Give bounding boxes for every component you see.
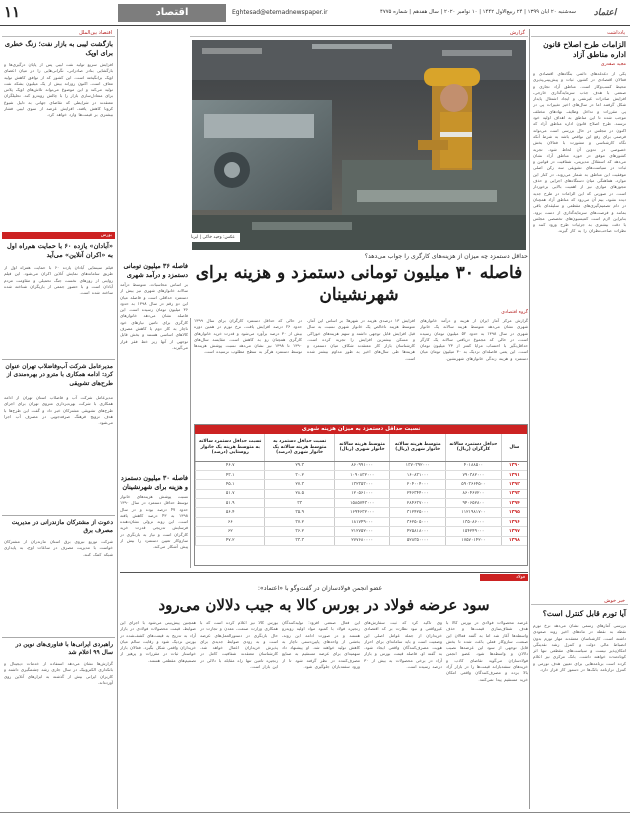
table-row <box>196 499 528 508</box>
table-row <box>196 517 528 526</box>
table-grid <box>195 434 527 546</box>
table-cell: ۱۱۲۱۹۸۱۷۰۰ <box>446 508 502 517</box>
bottom-body-col4: بورس کالا نیز اعلام کرده است که با همکاری وزارت صنعت، معدن و تجارت در حال بازنگری در دستورالعمل‌های عرضه است و به زودی ضوابط جدیدی برای پذیرش خریداران اعمال خواهد شد. کارشناسان معتقدند شفافیت کامل در زنجیره تامین تنها راه مقابله با دلالی در این بازار است. <box>200 620 278 670</box>
table-cell: ۵۲۸۳۵۰۰۰۰ <box>390 536 446 545</box>
table-header-urban-cost: متوسط هزینه سالانه خانوار شهری (ریال) <box>390 434 446 461</box>
left-headline-2: «آبادان» یازده ۶۰ با حمایت هم‌راه اول به «اکران آنلاین» می‌آید <box>6 242 113 259</box>
table-cell: ۹۴۰۶۵۲۸۰۰ <box>446 499 502 508</box>
table-cell: ۴۲۵۸۱۸۰۰۰ <box>390 527 446 536</box>
table-header-year: سال <box>501 434 527 461</box>
column-divider <box>117 29 118 809</box>
right-kicker: یادداشت <box>531 29 628 37</box>
table-cell: ۳۶۲۵۰۵۰۰۰ <box>390 517 446 526</box>
left-body-3: مدیرعامل شرکت آب و فاضلاب استان تهران از ادامه همکاری با شرکت بهره‌برداری متروی تهران برای اجرای طرح‌های تشویقی مشترکان خبر داد و گفت این طرح‌ها با هدف ترویج فرهنگ صرفه‌جویی در مصرف آب اجرا می‌شود. <box>4 395 113 426</box>
table-cell: ۲۰۴۰۰۴۰۰۰ <box>390 480 446 489</box>
section-rule <box>120 572 528 573</box>
table-cell: ۲۸۴۶۳۷۰۰۰ <box>390 499 446 508</box>
table-cell-year: ۱۳۹۲ <box>501 480 527 489</box>
left-rule <box>2 515 115 516</box>
table-cell: ۷۹۰۳۸۲۰۰۰ <box>446 470 502 479</box>
table-cell: ۴۵.۱ <box>196 480 265 489</box>
table-cell: ۲۹.۳ <box>265 461 334 470</box>
right-headline-2: آیا تورم قابل کنترل است؟ <box>542 609 626 618</box>
bottom-body-col5: همچنین پیش‌بینی می‌شود با اجرای این ضوابط، قیمت محصولات فولادی در بازار آزاد به تدریج به قیمت‌های کشف‌شده در بورس نزدیک شود و رقابت سالم میان خریداران واقعی شکل بگیرد. فعالان بازار خواستار ثبات در مقررات و پرهیز از تصمیم‌های مقطعی هستند. <box>120 620 196 663</box>
table-row <box>196 527 528 536</box>
table-header-urban-ratio: نسبت حداقل دستمزد به متوسط هزینه سالانه یک خانوار شهری (درصد) <box>265 434 334 461</box>
article-body-col2: افزایش ۱۳ درصدی هزینه در شهرها: بر اساس این آمار، متوسط هزینه ناخالص یک خانوار شهری نسبت به سال قبل افزایش قابل توجهی داشته و سهم هزینه‌های خوراکی و مسکن بیشترین افزایش را تجربه کرده است. کارشناسان بازار کار معتقدند شکاف میان دستمزد و هزینه‌ها طی سال‌های اخیر به طور مداوم بیشتر شده است. <box>307 318 415 361</box>
sub-headline-e: فاصله ۳۰ میلیون دستمزد و هزینه برای شهرنشینان <box>120 474 188 491</box>
article-body-col4: بر اساس محاسبات، متوسط درآمد سالانه خانوارهای شهری نیز بیش از دستمزد حداقلی است و فاصله میان این دو رقم در سال ۱۳۹۸ به حدود ۳۶ میلیون تومان رسیده است. این فاصله نشان می‌دهد خانوارهای کارگری برای تامین نیازهای خود ناچار به کار دوم یا کاهش مصرف کالاهای اساسی هستند و بخش قابل توجهی از آنها زیر خط فقر قرار می‌گیرند. <box>120 282 188 350</box>
right-column <box>531 29 628 809</box>
table-cell: ۱۳۲۳۵۳۰۰۰ <box>334 480 390 489</box>
left-headline-5: راهبردی ایرانی‌ها با فناوری‌های نوین در سال ۹۹ اعلام شد <box>15 641 113 657</box>
column-divider <box>529 29 530 809</box>
table-cell: ۱۸۱۷۴۹۰۰۰ <box>334 517 390 526</box>
article-subtitle: حداقل دستمزد چه میزان از هزینه‌های کارگری را جواب می‌دهد؟ <box>364 253 528 260</box>
table-cell: ۳۵.۹ <box>265 508 334 517</box>
left-kicker: اقتصاد بین‌الملل <box>2 29 115 37</box>
table-cell: ۳۰.۲ <box>265 470 334 479</box>
page-footer <box>0 812 630 820</box>
article-body-col3: در حالی که حداقل دستمزد کارگران برای سال ۱۳۹۹ حدود ۲۶ درصد افزایش یافت، نرخ تورم در همین دوره بیش از ۳۰ درصد برآورد می‌شود و قدرت خرید خانوارهای کارگری همچنان رو به کاهش است. مقایسه سال‌های ۱۳۹۰ تا ۱۳۹۸ نیز نشان می‌دهد نسبت پوشش هزینه‌ها توسط دستمزد هرگز به سطح مطلوب نرسیده است. <box>194 318 302 355</box>
left-headline-1: بازگشت لیبی به بازار نفت؛ زنگ خطری برای اوپک <box>4 40 113 57</box>
page-header <box>0 0 630 26</box>
left-body-1: افزایش سریع تولید نفت لیبی پس از پایان درگیری‌ها و بازگشایی بنادر صادراتی، نگرانی‌هایی را در میان اعضای اوپک برانگیخته است. این کشور که از توافق کاهش تولید معاف است، اکنون روزانه بیش از یک میلیون بشکه نفت تولید می‌کند و این موضوع می‌تواند تلاش‌های اوپک پلاس برای متعادل‌سازی بازار را با چالش روبه‌رو کند. تحلیلگران معتقدند در شرایطی که تقاضای جهانی به دلیل شیوع کرونا کاهش یافته، افزایش عرضه از سوی لیبی فشار بیشتری بر قیمت‌ها وارد خواهد کرد. <box>4 62 113 118</box>
table-cell: ۳۳ <box>265 499 334 508</box>
newspaper-logo: اعتماد <box>593 8 617 18</box>
sub-headline-d: فاصله ۳۶ میلیون تومانی دستمزد و درآمد شهری <box>123 262 188 279</box>
left-body-5: گزارش‌ها نشان می‌دهد استفاده از خدمات دیجیتال و بانکداری الکترونیک در سال جاری رشد چشمگیری داشته و کاربران ایرانی بیش از گذشته به ابزارهای آنلاین روی آورده‌اند. <box>4 661 113 685</box>
bottom-body-col2: وی تاکید کرد که ثبت سفارش‌های غیرواقعی و نبود نظارت بر کد اقتصادی خریداران از جمله عوامل اصلی این وضعیت است و باید سامانه‌ای برای احراز هویت مصرف‌کنندگان واقعی ایجاد شود. به گفته او، فاصله قیمت بورس و بازار آزاد در برخی محصولات به بیش از ۳۰ درصد رسیده است. <box>364 620 442 670</box>
right-headline: الزامات طرح اصلاح قانون اداره مناطق آزاد <box>543 40 626 59</box>
table-cell-year: ۱۳۹۱ <box>501 470 527 479</box>
left-headline-4: دعوت از مشترکان مازندرانی در مدیریت مصرف برق <box>11 519 113 535</box>
table-cell-year: ۱۳۹۸ <box>501 536 527 545</box>
factory-worker-photo-art <box>192 40 526 250</box>
table-cell-year: ۱۳۹۶ <box>501 517 527 526</box>
table-cell-year: ۱۳۹۳ <box>501 489 527 498</box>
article-byline: گروه اقتصادی <box>501 310 528 315</box>
table-row <box>196 508 528 517</box>
table-cell: ۲۸.۵ <box>265 489 334 498</box>
table-cell: ۸۶۰۴۶۷۲۰۰ <box>446 489 502 498</box>
table-cell: ۵۱.۷ <box>196 489 265 498</box>
bottom-body-col3: این فعال صنعتی افزود: تولیدکنندگان زنجیره فولاد با کمبود مواد اولیه روبه‌رو هستند و در صورت ادامه این روند، بخشی از واحدهای پایین‌دستی ناچار به کاهش تولید خواهند شد. او پیشنهاد داد سهمیه‌ای برای عرضه مستقیم به صنایع مصرف‌کننده در نظر گرفته شود تا از ورود سفته‌بازان جلوگیری شود. <box>282 620 360 670</box>
table-cell: ۳۶.۲ <box>265 527 334 536</box>
table-cell: ۳۳.۳ <box>265 536 334 545</box>
column-divider <box>190 318 191 568</box>
bottom-body-col1: عرضه محصولات فولادی در بورس کالا با هدف شفاف‌سازی قیمت‌ها و حذف واسطه‌ها آغاز شد اما به گفته فعالان این صنعت، سازوکار فعلی باعث شده تا بخش قابل توجهی از سود این عرضه‌ها نصیب دلالان و واسطه‌ها شود. عضو انجمن فولادسازان می‌گوید تقاضای کاذب و خریدهای سفته‌بازانه قیمت‌ها را در بازار آزاد بالا برده و مصرف‌کنندگان واقعی امکان خرید مستقیم پیدا نمی‌کنند. <box>446 620 528 682</box>
left-rule <box>2 637 115 638</box>
table-cell: ۱۰۹۰۸۳۲۰۰۰ <box>334 470 390 479</box>
table-cell: ۲۷۷۶۸۰۰۰۰ <box>334 536 390 545</box>
section-email: Eghtesad@etemadnewspaper.ir <box>232 9 328 16</box>
table-cell: ۱۶۰۸۳۱۰۰۰ <box>390 470 446 479</box>
center-kicker: گزارش <box>190 29 528 37</box>
table-cell: ۶۶ <box>196 517 265 526</box>
bottom-headline: سود عرضه فولاد در بورس کالا به جیب دلالان می‌رود <box>158 596 490 614</box>
table-header-rural-cost: متوسط هزینه سالانه خانوار شهری (ریال) <box>334 434 390 461</box>
table-row <box>196 461 528 470</box>
table-cell-year: ۱۳۹۵ <box>501 508 527 517</box>
article-body-col5: نسبت پوشش هزینه‌های خانوار توسط حداقل دستمزد در سال ۱۳۹۰ حدود ۴۷ درصد بوده و در سال ۱۳۹۸ به ۴۳ درصد کاهش یافته است. این روند نزولی نشان‌دهنده فرسایش تدریجی قدرت خرید کارگران است و نیاز به بازنگری در سازوکار تعیین دستمزد را بیش از پیش آشکار می‌کند. <box>120 494 188 550</box>
table-cell: ۱۳۵۰۸۶۰۰۰ <box>446 517 502 526</box>
bottom-kicker: فولاد <box>480 574 528 581</box>
table-cell-year: ۱۳۹۰ <box>501 461 527 470</box>
section-label: اقتصاد <box>118 4 226 22</box>
table-cell: ۴۰۱۸۸۵۰۰ <box>446 461 502 470</box>
wage-cost-table <box>194 424 528 566</box>
article-headline: فاصله ۳۰ میلیون تومانی دستمزد و هزینه برای شهرنشینان <box>195 263 523 305</box>
table-cell: ۱۳۷۰۳۹۲۰۰۰ <box>390 461 446 470</box>
table-cell: ۱۶۹۴۶۳۲۰۰۰ <box>334 508 390 517</box>
table-row <box>196 470 528 479</box>
right-article-body-2: بررسی آمارهای رسمی نشان می‌دهد نرخ تورم نقطه به نقطه در ماه‌های اخیر روند صعودی داشته است. کارشناسان معتقدند مهار تورم بدون انضباط مالی دولت و کنترل رشد نقدینگی امکان‌پذیر نیست و سیاست‌های مقطعی تنها اثر کوتاه‌مدت خواهند داشت. بانک مرکزی نیز اعلام کرده است برنامه‌هایی برای تعیین هدف تورمی و کنترل ترازنامه بانک‌ها در دستور کار قرار دارد. <box>533 623 626 673</box>
bottom-subtitle: عضو انجمن فولادسازان در گفت‌وگو با «اعتماد»: <box>257 585 383 592</box>
table-row <box>196 480 528 489</box>
article-body-col1: گزارش مرکز آمار ایران از هزینه و درآمد خانوارهای شهری نشان می‌دهد متوسط هزینه سالانه یک خانوار شهری در سال ۱۳۹۸ به حدود ۵۲ میلیون تومان رسیده است، در حالی که مجموع دریافتی سالانه یک کارگر حداقل‌بگیر با احتساب مزایا کمتر از ۲۳ میلیون تومان است. این یعنی فاصله‌ای نزدیک به ۳۰ میلیون تومان میان دستمزد و هزینه زندگی خانوارهای شهرنشین. <box>420 318 528 361</box>
dateline: سه‌شنبه ۲۰ آبان ۱۳۹۹ | ۲۴ ربیع‌الاول ۱۴۴۲ | ۱۰ نوامبر ۲۰۲۰ | سال هفدهم | شماره ۴۷۷۵ <box>380 9 576 15</box>
left-label-2: بورس <box>2 232 115 239</box>
table-cell: ۲۱۲۷۵۲۰۰۰ <box>334 527 390 536</box>
right-article-body: یکی از دغدغه‌های دائمی بنگاه‌های اقتصادی و فعالان اقتصادی در کشور، ثبات و پیش‌بینی‌پذیری محیط کسب‌وکار است. مناطق آزاد تجاری و صنعتی با هدف جذب سرمایه‌گذاری خارجی، افزایش صادرات غیرنفتی و ایجاد اشتغال پایدار شکل گرفتند اما در سال‌های اخیر تغییرات پی در پی مقررات و تداخل وظایف نهادهای مختلف موجب شده تا این مناطق به اهداف اولیه خود نرسند. طرح اصلاح قانون اداره مناطق آزاد که اکنون در مجلس در حال بررسی است می‌تواند فرصتی برای رفع این نواقص باشد به شرط آنکه نگاه کارشناسی و مشورت با فعالان بخش خصوصی در تدوین آن لحاظ شود. تجربه کشورهای موفق در حوزه مناطق آزاد نشان می‌دهد که استقلال مدیریتی، شفافیت در قوانین و ثبات در سیاست‌های تشویقی سه رکن اصلی موفقیت این مناطق به شمار می‌روند. در کنار این موارد، هماهنگی میان دستگاه‌های اجرایی و حذف مجوزهای موازی نیز از اهمیت بالایی برخوردار است. در صورتی که این الزامات در طرح جدید دیده نشود، بیم آن می‌رود که مناطق آزاد همچنان در دام تصمیم‌گیری‌های مقطعی و سلیقه‌ای باقی بمانند و فرصت‌های سرمایه‌گذاری از دست برود. بنابراین لازم است کمیسیون‌های تخصصی مجلس با دقت بیشتری به جزئیات طرح ورود کنند و نظرات صاحب‌نظران را به کار گیرند. <box>533 71 626 234</box>
table-cell: ۵۱.۹ <box>196 499 265 508</box>
page-number: ۱۱ <box>4 3 21 21</box>
table-body <box>196 461 528 546</box>
right-author: مجید صفدری <box>600 62 626 67</box>
table-cell: ۱۵۴۲۴۹۰۰۰ <box>446 527 502 536</box>
left-column <box>2 29 115 809</box>
left-body-4: شرکت توزیع نیروی برق استان مازندران از مشترکان خواست با مدیریت مصرف در ساعات اوج، به پایداری شبکه کمک کنند. <box>4 539 113 557</box>
table-cell: ۲۷.۳ <box>265 480 334 489</box>
table-cell: ۳۱۲۴۲۵۰۰۰ <box>390 508 446 517</box>
table-row <box>196 536 528 545</box>
factory-worker-photo <box>192 40 526 250</box>
table-cell: ۶۲ <box>196 527 265 536</box>
table-header-min-wage: حداقل دستمزد سالانه کارگران (ریال) <box>446 434 502 461</box>
photo-caption: عکس: وحید خاکی | ایرنا <box>186 233 240 242</box>
left-headline-3: مدیرعامل شرکت آب‌وفاضلاب تهران عنوان کرد: ادامه همکاری با مترو در بهره‌مندی از طرح‌های تشویقی <box>5 363 113 387</box>
table-cell: ۳۷.۲ <box>265 517 334 526</box>
table-cell: ۱۷۵۷۰۱۴۲۰۰ <box>446 536 502 545</box>
table-cell: ۴۳.۱ <box>196 470 265 479</box>
table-header-rural-ratio: نسبت حداقل دستمزد سالانه به متوسط هزینه یک خانوار روستایی (درصد) <box>196 434 265 461</box>
table-cell: ۱۲۰۵۶۱۰۰۰ <box>334 489 390 498</box>
left-body-2: فیلم سینمایی آبادان یازده ۶۰ با حمایت همراه اول از طریق سامانه‌های نمایش آنلاین اکران می‌شود. این فیلم روایتی از روزهای نخست جنگ تحمیلی و مقاومت مردم آبادان است و با حضور جمعی از بازیگران شناخته شده ساخته شده است. <box>4 265 113 296</box>
table-title: نسبت حداقل دستمزد به میزان هزینه شهری <box>195 425 527 434</box>
table-cell-year: ۱۳۹۷ <box>501 527 527 536</box>
table-cell: ۵۶.۴ <box>196 508 265 517</box>
table-cell: ۸۶۰۹۹۱۰۰۰ <box>334 461 390 470</box>
left-rule <box>2 359 115 360</box>
table-cell: ۵۹۰۳۶۶۴۵۰۰ <box>446 480 502 489</box>
table-row <box>196 489 528 498</box>
right-kicker-2: خبر خوش <box>531 597 628 605</box>
table-cell: ۲۴۶۳۴۴۰۰۰ <box>390 489 446 498</box>
table-cell: ۴۷.۲ <box>196 536 265 545</box>
table-cell: ۱۵۸۵۷۴۳۰۰۰ <box>334 499 390 508</box>
table-cell: ۴۶.۷ <box>196 461 265 470</box>
table-cell-year: ۱۳۹۴ <box>501 499 527 508</box>
